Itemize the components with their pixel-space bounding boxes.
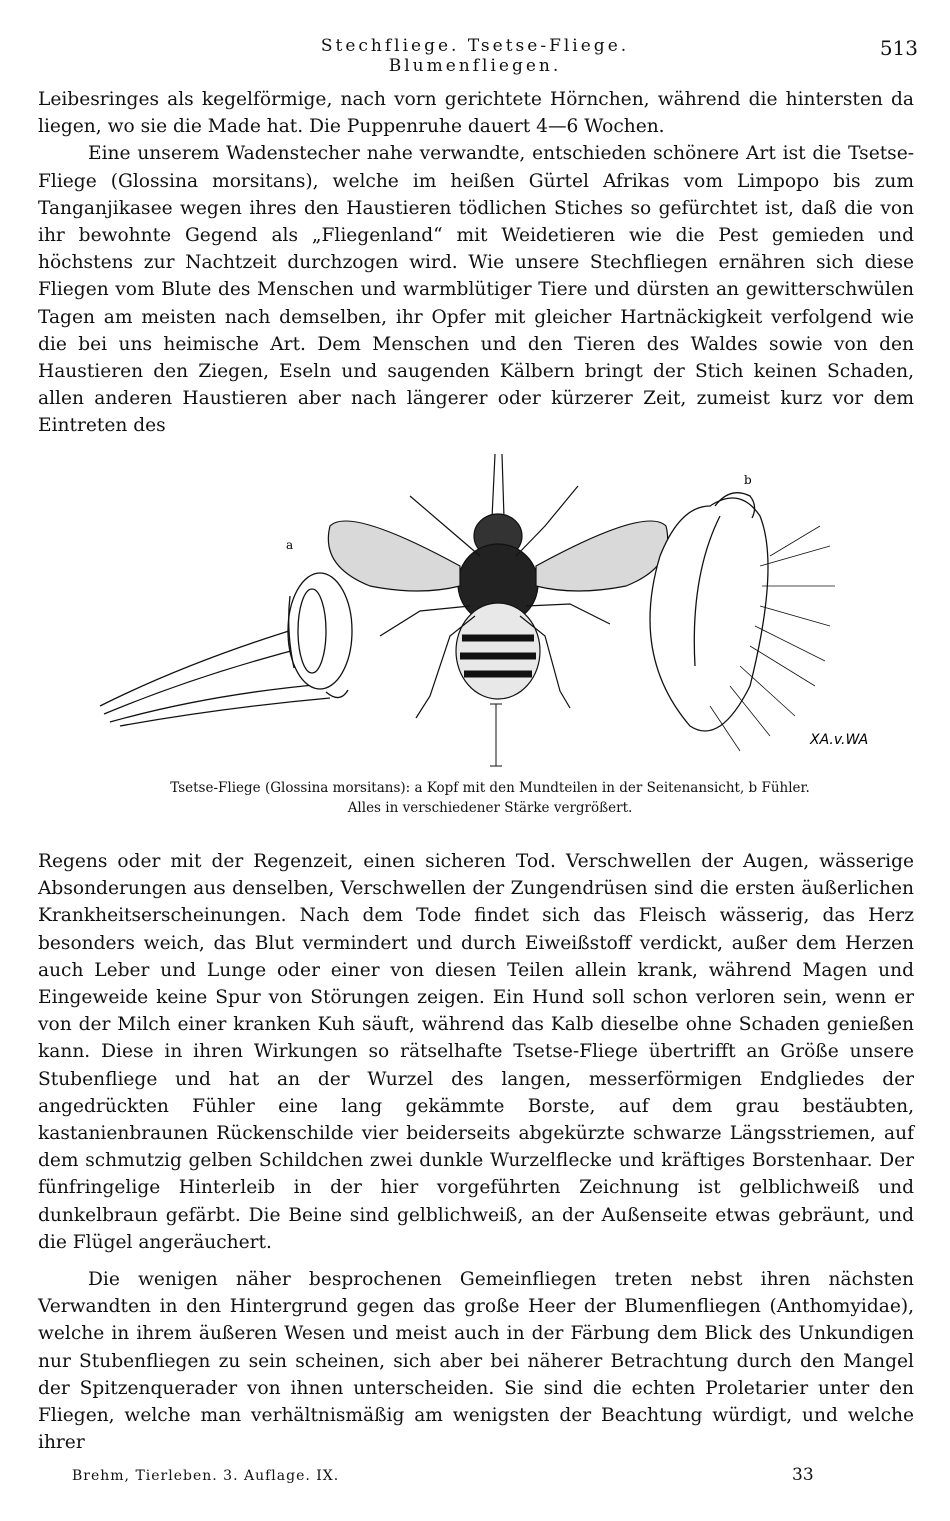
footer-signature-mark: 33 (792, 1465, 814, 1485)
figure-caption-line1: Tsetse-Fliege (Glossina morsitans): a Kopf mit den Mundteilen in der Seitenansicht, b Fühler. (170, 780, 810, 796)
running-head: Stechfliege. Tsetse-Fliege. Blumenfliegen. (320, 36, 630, 76)
tsetse-fly-illustration (90, 446, 930, 776)
figure-caption-line2: Alles in verschiedener Stärke vergrößert. (347, 800, 633, 816)
footer-source: Brehm, Tierleben. 3. Auflage. IX. (72, 1468, 340, 1484)
fly-drawing (328, 454, 667, 718)
scale-bar (490, 704, 502, 766)
text-block-top (38, 86, 914, 440)
figure-label-b: b (744, 473, 752, 487)
antenna-drawing (650, 493, 835, 751)
text-block-middle (38, 848, 914, 1256)
figure-label-a: a (286, 538, 294, 552)
illustrator-signature: XA.v.WA (810, 732, 869, 748)
page-number: 513 (879, 36, 918, 60)
paragraph: Leibesringes als kegelförmige, nach vorn gerichtete Hörnchen, während die hintersten da liegen, wo sie die Made hat. Die Puppenruhe dauert 4—6 Wochen. (38, 89, 914, 138)
paragraph: Die wenigen näher besprochenen Gemeinfliegen treten nebst ihren nächsten Verwandten in den Hintergrund gegen das große Heer der Blumenfliegen (Anthomyidae), welche in ihrem äußeren Wesen und meist auch in der Färbung dem Blick des Unkundigen nur Stubenfliegen zu sein scheinen, sich aber bei näherer Betrachtung durch den Mangel der Spitzenquerader von ihnen unterscheiden. Sie sind die echten Proletarier unter den Fliegen, welche man verhältnismäßig am wenigsten der Beachtung würdigt, und welche ihrer (38, 1269, 914, 1454)
paragraph: Eine unserem Wadenstecher nahe verwandte, entschieden schönere Art ist die Tsetse-Fliege (Glossina morsitans), welche im heißen Gürtel Afrikas vom Limpopo bis zum Tanganjikasee wegen ihres den Haustieren tödlichen Stiches so gefürchtet ist, daß die von ihr bewohnte Gegend als „Fliegenland“ mit Weidetieren wie die Pest gemieden und höchstens zur Nachtzeit durchzogen wird. Wie unsere Stechfliegen ernähren sich diese Fliegen vom Blute des Menschen und warmblütiger Tiere und dürsten an gewitterschwülen Tagen am meisten nach demselben, ihr Opfer mit gleicher Hartnäckigkeit verfolgend wie die bei uns heimische Art. Dem Menschen und den Tieren des Waldes sowie von den Haustieren den Ziegen, Eseln und saugenden Kälbern bringt der Stich keinen Schaden, allen anderen Haustieren aber nach längerer oder kürzerer Zeit, zumeist kurz vor dem Eintreten des (38, 143, 914, 437)
paragraph: Regens oder mit der Regenzeit, einen sicheren Tod. Verschwellen der Augen, wässerige Absonderungen aus denselben, Verschwellen der Zungendrüsen sind die ersten äußerlichen Krankheitserscheinungen. Nach dem Tode findet sich das Fleisch wässerig, das Herz besonders weich, das Blut vermindert und durch Eiweißstoff verdickt, außer dem Herzen auch Leber und Lunge oder einer von diesen Teilen allein krank, während Magen und Eingeweide keine Spur von Störungen zeigen. Ein Hund soll schon verloren sein, wenn er von der Milch einer kranken Kuh säuft, während das Kalb dieselbe ohne Schaden genießen kann. Diese in ihren Wirkungen so rätselhafte Tsetse-Fliege übertrifft an Größe unsere Stubenfliege und hat an der Wurzel des langen, messerförmigen Endgliedes der angedrückten Fühler eine lang gekämmte Borste, auf dem grau bestäubten, kastanienbraunen Rückenschilde vier beiderseits abgekürzte schwarze Längsstriemen, auf dem schmutzig gelben Schildchen zwei dunkle Wurzelflecke und kräftiges Borstenhaar. Der fünfringelige Hinterleib in der hier vorgeführten Zeichnung ist gelblichweiß und dunkelbraun gefärbt. Die Beine sind gelblichweiß, an der Außenseite etwas gebräunt, und die Flügel angeräuchert. (38, 851, 914, 1253)
head-side-view-drawing (100, 573, 352, 726)
text-block-bottom (38, 1266, 914, 1456)
